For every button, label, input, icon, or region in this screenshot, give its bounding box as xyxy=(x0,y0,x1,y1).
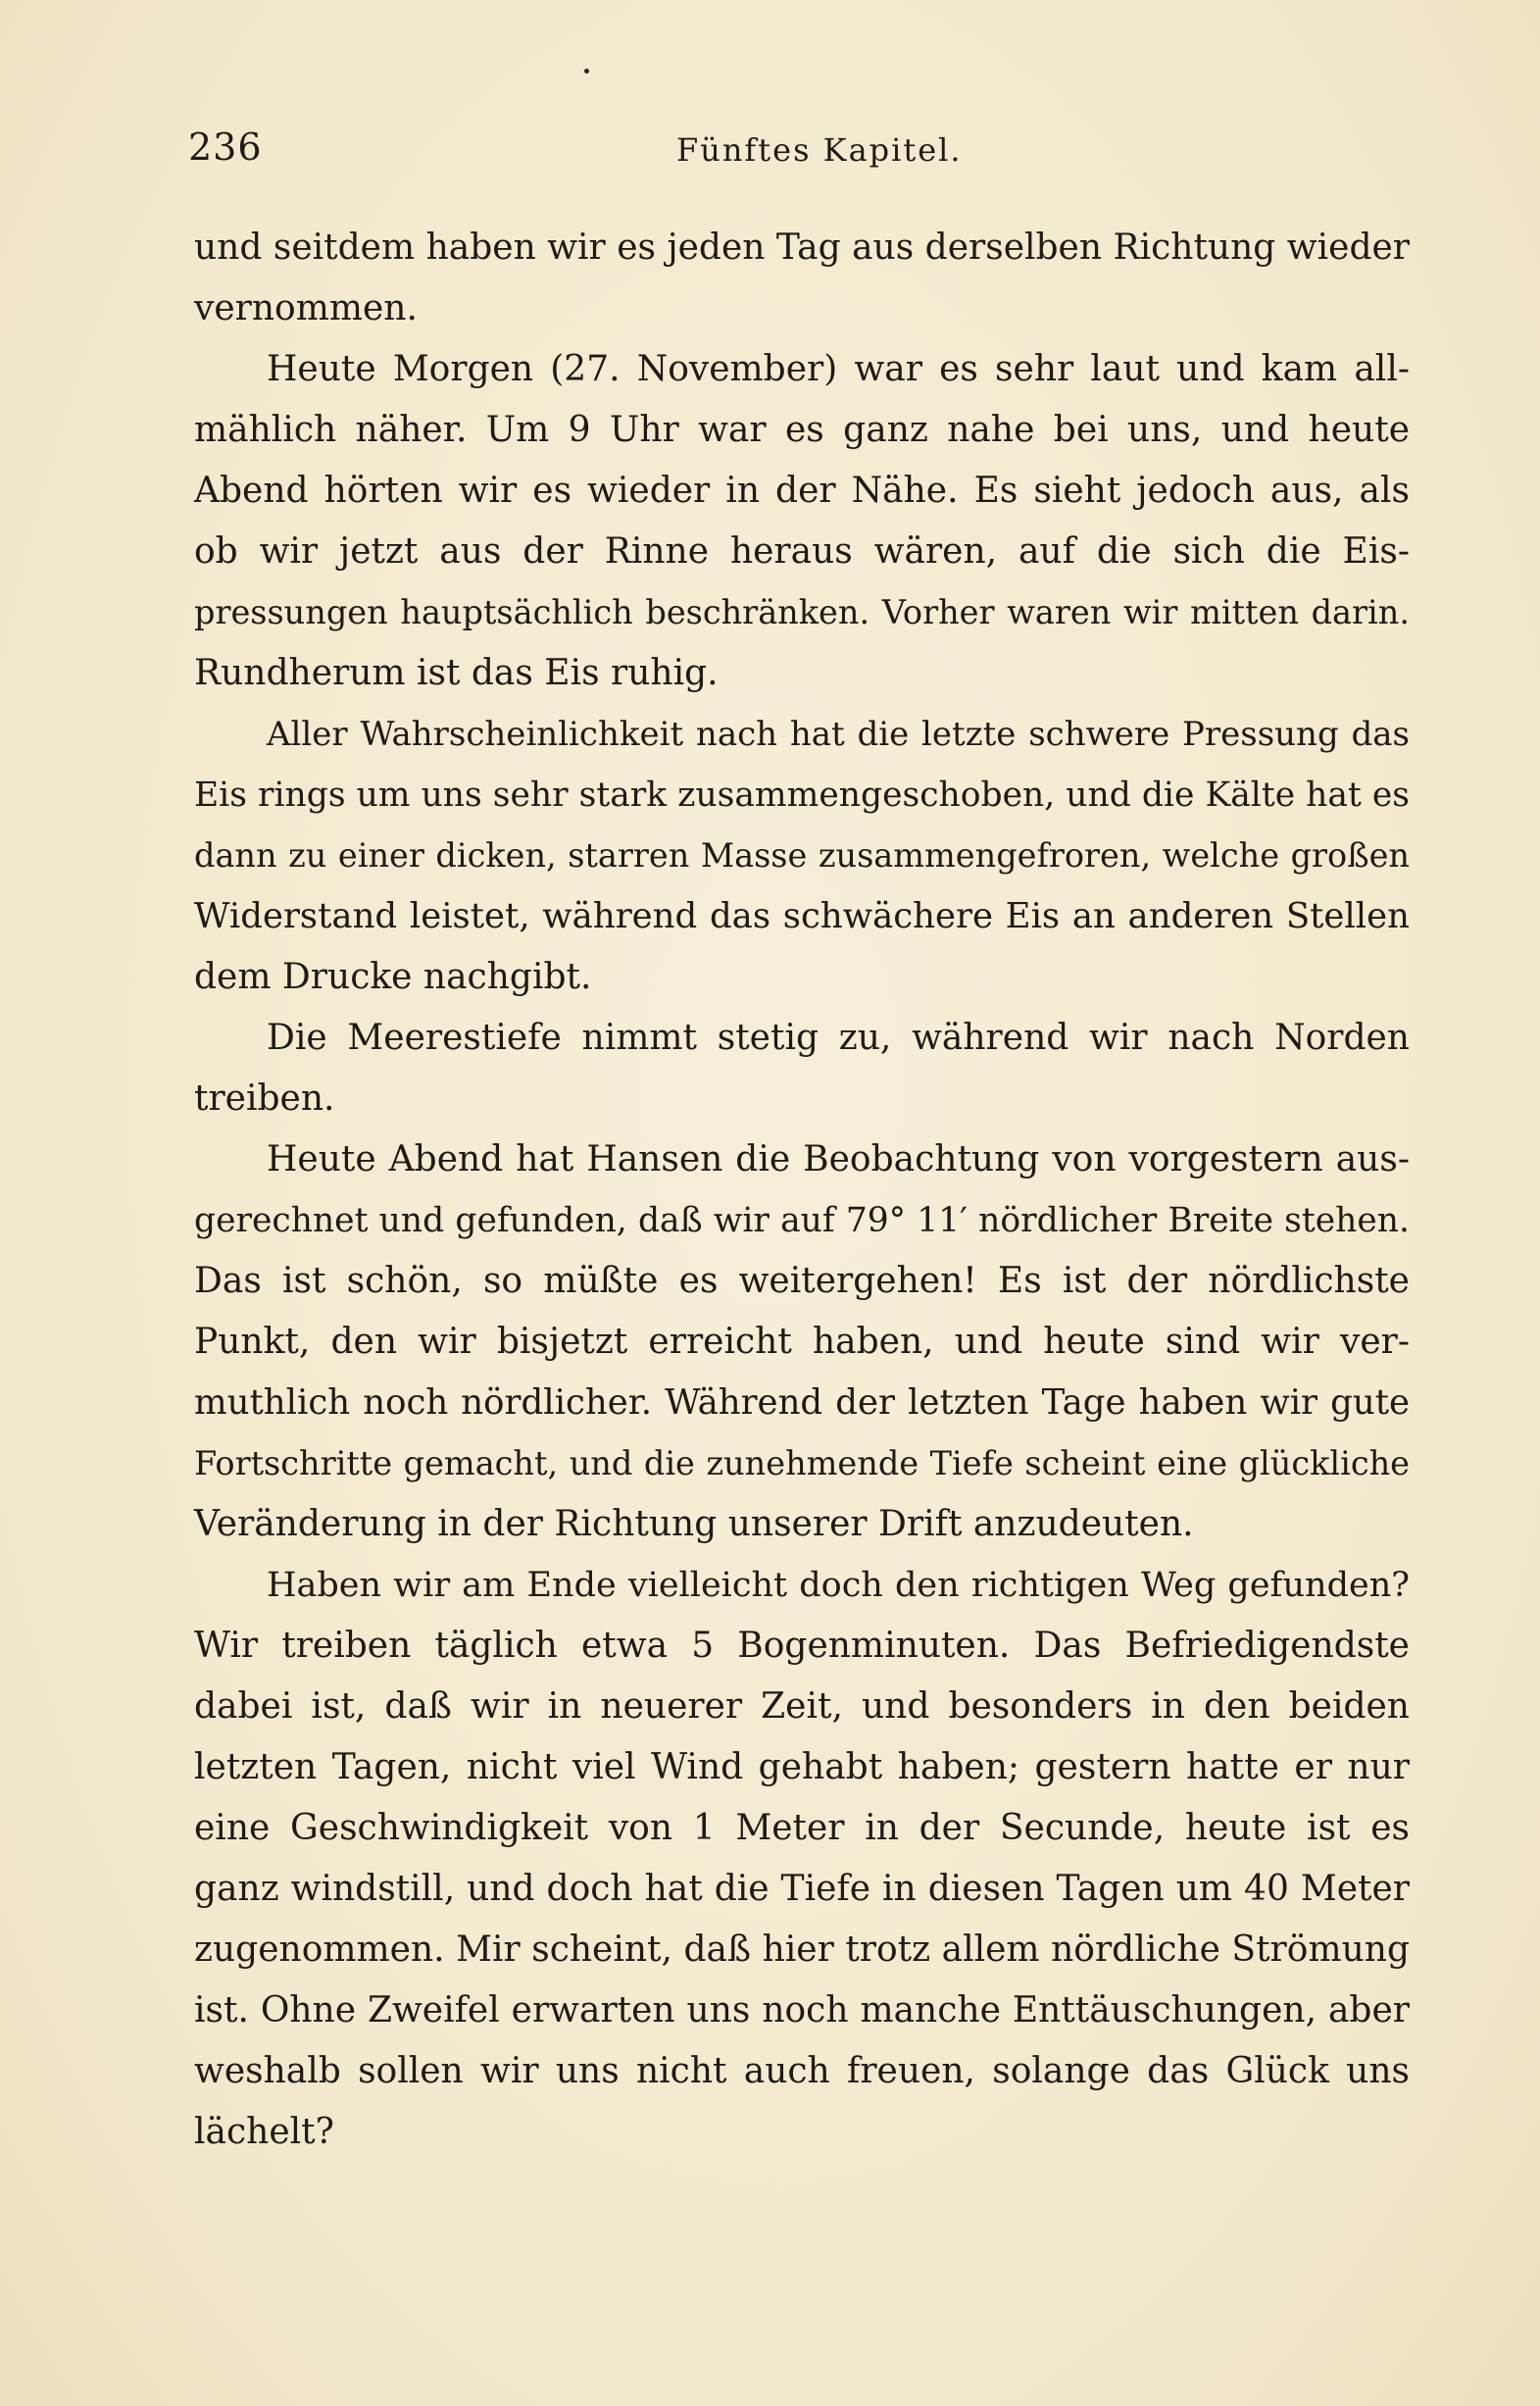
text-line: Heute Morgen (27. November) war es sehr laut und kam all- xyxy=(267,349,1410,389)
text-line: und seitdem haben wir es jeden Tag aus derselben Richtung wieder xyxy=(194,227,1410,268)
text-line: Fortschritte gemacht, und die zunehmende Tiefe scheint eine glückliche xyxy=(194,1444,1410,1482)
text-line: ist. Ohne Zweifel erwarten uns noch manche Enttäuschungen, aber xyxy=(194,1990,1410,2030)
text-line: Heute Abend hat Hansen die Beobachtung von vorgestern aus- xyxy=(267,1139,1410,1179)
text-line: lächelt? xyxy=(194,2112,334,2152)
text-line: Veränderung in der Richtung unserer Drift anzudeuten. xyxy=(194,1504,1194,1544)
text-line: ganz windstill, und doch hat die Tiefe in diesen Tagen um 40 Meter xyxy=(194,1869,1410,1909)
page-header xyxy=(188,125,1414,184)
page-number: 236 xyxy=(188,125,263,169)
text-line: Wir treiben täglich etwa 5 Bogenminuten. Das Befriedigendste xyxy=(194,1626,1410,1666)
text-line: gerechnet und gefunden, daß wir auf 79° 11′ nördlicher Breite stehen. xyxy=(194,1201,1410,1240)
text-line: zugenommen. Mir scheint, daß hier trotz allem nördliche Strömung xyxy=(194,1930,1410,1970)
text-line: dann zu einer dicken, starren Masse zusammengefroren, welche großen xyxy=(194,836,1410,875)
text-line: muthlich noch nördlicher. Während der letzten Tage haben wir gute xyxy=(194,1382,1410,1423)
text-line: ob wir jetzt aus der Rinne heraus wären, auf die sich die Eis- xyxy=(194,531,1410,572)
ink-speck xyxy=(584,69,589,74)
body-text xyxy=(194,218,1410,2163)
text-line: dem Drucke nachgibt. xyxy=(194,957,592,997)
text-line: Widerstand leistet, während das schwächere Eis an anderen Stellen xyxy=(194,896,1410,936)
text-line: mählich näher. Um 9 Uhr war es ganz nahe bei uns, und heute xyxy=(194,410,1410,450)
text-line: dabei ist, daß wir in neuerer Zeit, und besonders in den beiden xyxy=(194,1686,1410,1727)
text-line: treiben. xyxy=(194,1078,335,1119)
text-line: pressungen hauptsächlich beschränken. Vorher waren wir mitten darin. xyxy=(194,593,1410,631)
text-line: Die Meerestiefe nimmt stetig zu, während wir nach Norden xyxy=(267,1018,1410,1058)
text-line: Das ist schön, so müßte es weitergehen! Es ist der nördlichste xyxy=(194,1261,1410,1301)
text-line: eine Geschwindigkeit von 1 Meter in der Secunde, heute ist es xyxy=(194,1808,1410,1848)
text-line: Haben wir am Ende vielleicht doch den richtigen Weg gefunden? xyxy=(267,1566,1410,1605)
text-line: weshalb sollen wir uns nicht auch freuen, solange das Glück uns xyxy=(194,2051,1410,2091)
text-line: Rundherum ist das Eis ruhig. xyxy=(194,653,719,693)
text-line: vernommen. xyxy=(194,288,418,328)
text-line: Eis rings um uns sehr stark zusammengeschoben, und die Kälte hat es xyxy=(194,776,1410,815)
text-line: letzten Tagen, nicht viel Wind gehabt haben; gestern hatte er nur xyxy=(194,1747,1410,1787)
text-line: Aller Wahrscheinlichkeit nach hat die letzte schwere Pressung das xyxy=(267,715,1410,754)
text-line: Punkt, den wir bisjetzt erreicht haben, und heute sind wir ver- xyxy=(194,1322,1410,1362)
text-line: Abend hörten wir es wieder in der Nähe. Es sieht jedoch aus, als xyxy=(194,471,1410,511)
running-head: Fünftes Kapitel. xyxy=(676,131,963,169)
